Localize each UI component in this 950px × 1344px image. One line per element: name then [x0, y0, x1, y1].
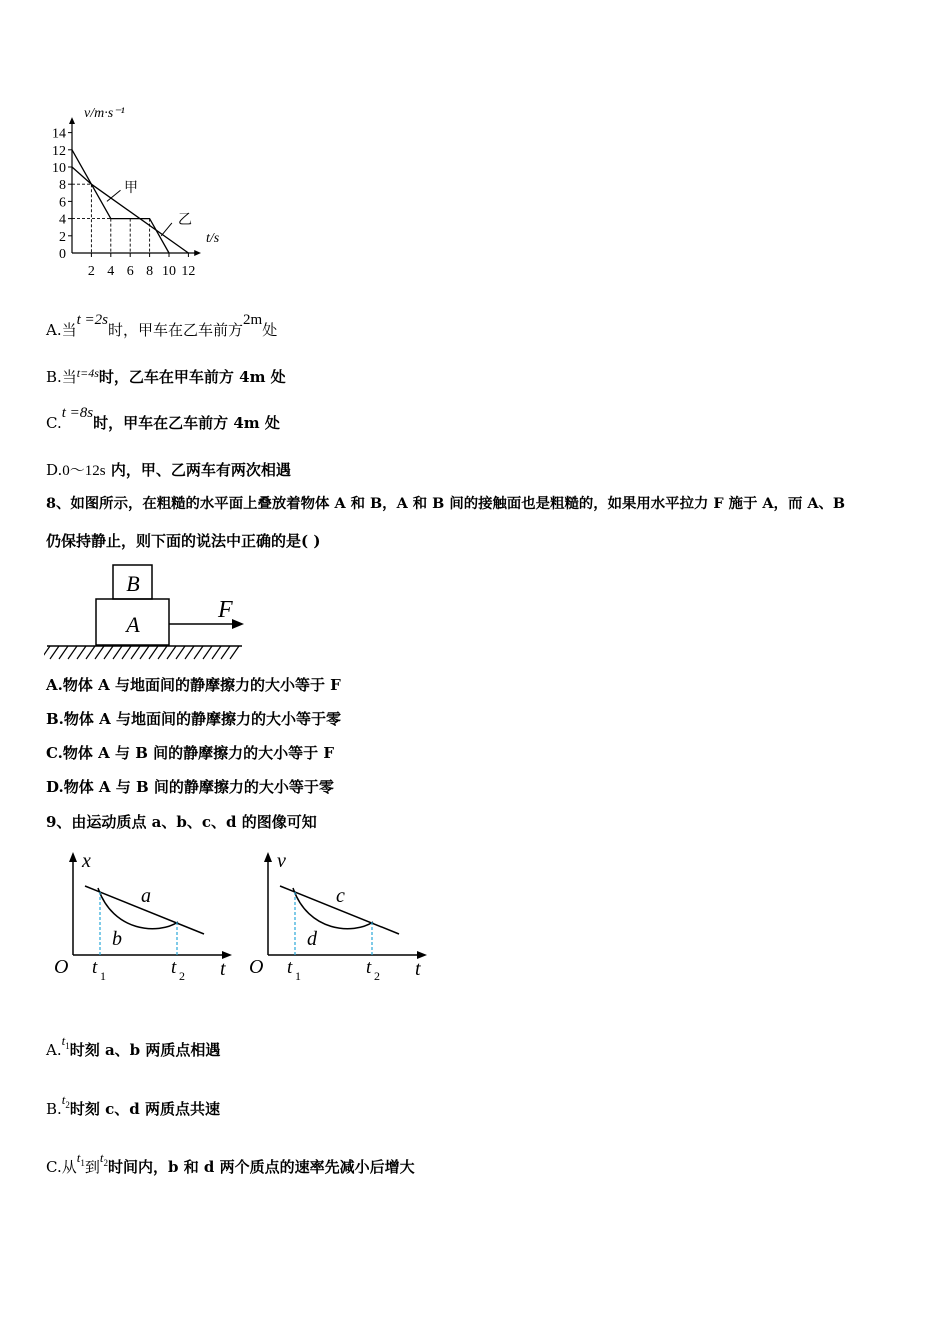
q8-stem-line2: 仍保持静止，则下面的说法中正确的是( ) [46, 532, 321, 550]
q7-option-d [46, 460, 291, 481]
q7-b-math1: t=4s [76, 366, 99, 380]
q9-g1-t1: t [92, 957, 98, 978]
block-a-label: A [126, 612, 140, 637]
q9-g1-label-a: a [141, 885, 151, 907]
q9-curve-d [293, 888, 373, 929]
q7-xtick-label: 8 [146, 264, 154, 279]
q9-vt-graph [243, 847, 433, 987]
q9-stem: 9、由运动质点 a、b、c、d 的图像可知 [46, 813, 317, 831]
q7-xtick-label: 2 [87, 264, 95, 279]
q8-blocks-figure [44, 562, 249, 664]
hatch-stroke [230, 646, 239, 659]
block-b-label: B [126, 571, 140, 596]
hatch-stroke [59, 646, 68, 659]
hatch-stroke [44, 646, 50, 659]
hatch-stroke [203, 646, 212, 659]
hatch-stroke [50, 646, 59, 659]
q7-y-arrow [69, 117, 75, 124]
q7-c-prefix: C. [46, 414, 62, 432]
q7-series-label-jia: 甲 [124, 181, 138, 196]
q9-a-t: t [61, 1033, 66, 1048]
q9-c-t2: t [99, 1150, 104, 1165]
q8-option-c: C.物体 A 与 B 间的静摩擦力的大小等于 F [46, 744, 334, 762]
q7-b-suffix: 时，乙车在甲车前方 4m 处 [98, 368, 286, 386]
q7-series-label-yi: 乙 [178, 213, 192, 228]
q7-xtick-label: 12 [181, 264, 196, 279]
hatch-stroke [95, 646, 104, 659]
q7-xtick-label: 4 [107, 264, 115, 279]
q9-g1-origin: O [54, 956, 69, 978]
q7-ytick-label: 0 [59, 247, 66, 262]
q7-xtick-label: 6 [126, 264, 134, 279]
hatch-stroke [167, 646, 176, 659]
q9-g2-label-c: c [336, 885, 345, 907]
q7-ytick-label: 14 [52, 126, 66, 142]
hatch-stroke [185, 646, 194, 659]
ground-hatching [44, 646, 239, 659]
q7-d-prefix: D. [46, 461, 63, 479]
q9-c-t: t [76, 1150, 81, 1165]
q9-g2-yaxis: v [277, 850, 286, 872]
q9-c-prefix: C.从 [46, 1158, 77, 1176]
q9-g2-t1-sub: 1 [295, 969, 301, 983]
hatch-stroke [122, 646, 131, 659]
q9-g1-t2-sub: 2 [179, 969, 185, 983]
q7-ytick-label: 2 [59, 229, 66, 245]
q9-xt-graph [48, 847, 238, 987]
q7-leader-yi [161, 223, 172, 236]
q9-a-sub: 1 [65, 1041, 70, 1051]
hatch-stroke [221, 646, 230, 659]
q7-xtick-label: 10 [162, 264, 176, 279]
q7-a-math1: t =2s [76, 312, 108, 328]
hatch-stroke [140, 646, 149, 659]
hatch-stroke [149, 646, 158, 659]
q8-stem-line1: 8、如图所示，在粗糙的水平面上叠放着物体 A 和 B，A 和 B 间的接触面也是粗糙的，如果用水平拉力 F 施于 A，而 A、B [46, 495, 846, 512]
q9-curve-b [98, 888, 178, 929]
q7-option-b [46, 367, 286, 388]
q9-g1-t1-sub: 1 [100, 969, 106, 983]
q7-a-suffix: 处 [262, 321, 278, 339]
q7-vt-chart [40, 95, 240, 285]
q9-g1-yaxis: x [82, 850, 91, 872]
q9-g2-label-d: d [307, 928, 317, 950]
q9-g1-label-b: b [112, 928, 122, 950]
q9-b-suffix: 时刻 c、d 两质点共速 [69, 1100, 220, 1118]
q7-xlabel: t/s [206, 231, 220, 246]
q8-option-d: D.物体 A 与 B 间的静摩擦力的大小等于零 [46, 778, 334, 796]
hatch-stroke [104, 646, 113, 659]
q9-option-b [46, 1092, 220, 1121]
q9-a-suffix: 时刻 a、b 两质点相遇 [69, 1041, 221, 1059]
hatch-stroke [212, 646, 221, 659]
q9-option-c [46, 1150, 415, 1179]
q9-g1-t2: t [171, 957, 177, 978]
hatch-stroke [77, 646, 86, 659]
hatch-stroke [158, 646, 167, 659]
hatch-stroke [176, 646, 185, 659]
q9-b-prefix: B. [46, 1100, 62, 1118]
hatch-stroke [131, 646, 140, 659]
q7-d-suffix: 内，甲、乙两车有两次相遇 [105, 461, 291, 479]
q9-a-prefix: A. [46, 1041, 62, 1059]
q9-option-a [46, 1033, 221, 1062]
q8-option-b: B.物体 A 与地面间的静摩擦力的大小等于零 [46, 710, 341, 728]
hatch-stroke [68, 646, 77, 659]
q9-g2-t2: t [366, 957, 372, 978]
q9-c-sub2: 2 [103, 1158, 108, 1168]
q7-a-mid: 时，甲车在乙车前方 [108, 321, 244, 339]
q8-option-a: A.物体 A 与地面间的静摩擦力的大小等于 F [46, 676, 341, 694]
q9-g1-xaxis: t [220, 958, 226, 980]
q7-ytick-label: 12 [52, 143, 66, 159]
q7-ytick-label: 4 [59, 212, 66, 228]
q9-b-sub: 2 [65, 1100, 70, 1110]
q9-b-t: t [61, 1092, 66, 1107]
q7-ytick-label: 10 [52, 161, 66, 176]
q7-series-line-0 [72, 150, 169, 253]
hatch-stroke [86, 646, 95, 659]
q7-ytick-label: 8 [59, 178, 66, 194]
force-label: F [218, 597, 233, 623]
q7-ylabel: v/m·s⁻¹ [84, 106, 125, 121]
q7-a-math2: 2m [243, 312, 263, 328]
q9-g2-origin: O [249, 956, 264, 978]
q9-c-suffix: 时间内，b 和 d 两个质点的速率先减小后增大 [107, 1158, 415, 1176]
q9-g2-xaxis: t [415, 958, 421, 980]
q7-option-c [46, 405, 280, 434]
q7-c-math1: t =8s [61, 405, 94, 421]
q7-b-prefix: B.当 [46, 368, 77, 386]
force-arrowhead [232, 619, 244, 629]
q7-x-arrow [194, 250, 201, 256]
hatch-stroke [194, 646, 203, 659]
q7-d-math1: 0～12s [62, 463, 106, 479]
q9-g2-t1: t [287, 957, 293, 978]
q9-g2-t2-sub: 2 [374, 969, 380, 983]
q7-a-prefix: A.当 [46, 321, 77, 339]
q7-c-suffix: 时，甲车在乙车前方 4m 处 [93, 414, 280, 432]
hatch-stroke [113, 646, 122, 659]
q7-ytick-label: 6 [59, 195, 66, 211]
q7-option-a [46, 312, 278, 341]
q9-c-mid: 到 [84, 1158, 100, 1176]
q9-c-sub: 1 [80, 1158, 85, 1168]
